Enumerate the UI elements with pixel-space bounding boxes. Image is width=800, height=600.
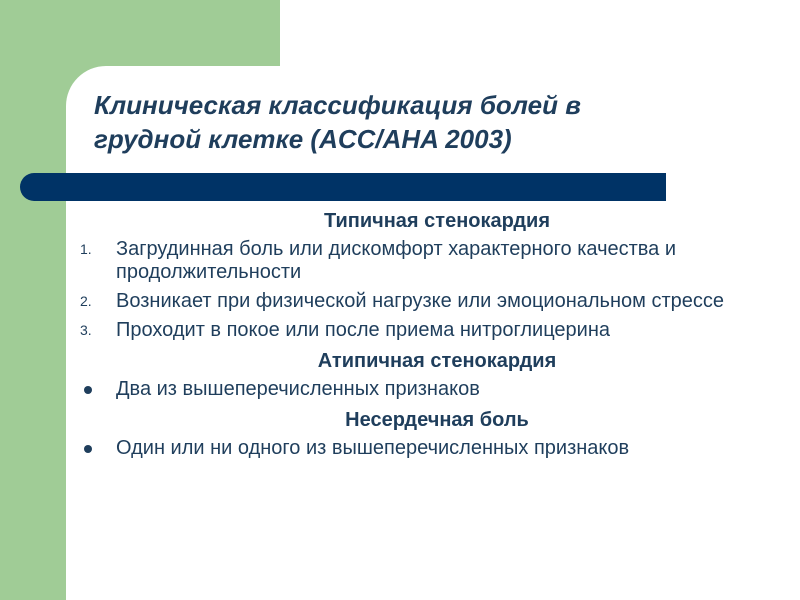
slide-title (94, 88, 734, 156)
bullet-dot-icon (84, 445, 92, 453)
list-item-text: Возникает при физической нагрузке или эмоциональном стрессе (116, 290, 724, 312)
list-item-text: Проходит в покое или после приема нитроглицерина (116, 319, 611, 341)
list-item (72, 437, 772, 460)
list-item-text: Один или ни одного из вышеперечисленных признаков (116, 437, 630, 459)
list-item (72, 378, 772, 401)
list-number: 2. (80, 293, 92, 309)
section-heading-typical: Типичная стенокардия (323, 210, 550, 232)
list-item-text: Загрудинная боль или дискомфорт характерного качества и продолжительности (116, 238, 677, 283)
section-heading-noncardiac: Несердечная боль (345, 409, 529, 431)
bullet-dot-icon (84, 386, 92, 394)
section-heading-atypical: Атипичная стенокардия (317, 350, 557, 372)
list-item (72, 290, 772, 313)
list-item (72, 238, 772, 284)
list-item (72, 319, 772, 342)
list-item-text: Два из вышеперечисленных признаков (116, 378, 480, 400)
slide-body (72, 208, 772, 466)
title-divider-bar (20, 173, 666, 201)
list-number: 1. (80, 241, 92, 257)
slide-title-line-1: Клиническая классификация болей в (94, 90, 581, 120)
slide-title-line-2: грудной клетке (ACC/AHA 2003) (94, 124, 512, 154)
list-number: 3. (80, 322, 92, 338)
